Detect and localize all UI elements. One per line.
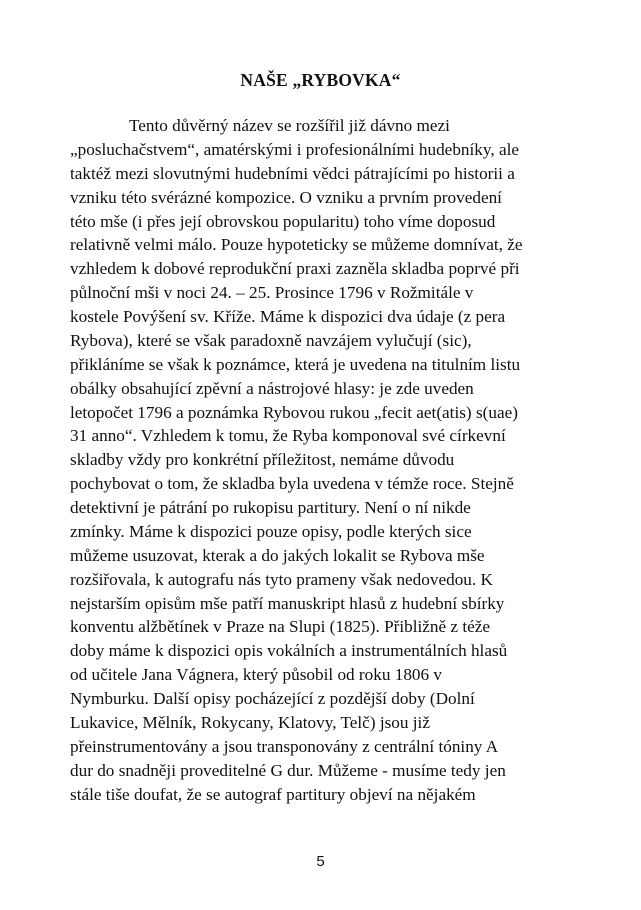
text-line: půlnoční mši v noci 24. – 25. Prosince 1796 v Rožmitále v [70,283,474,303]
text-line: letopočet 1796 a poznámka Rybovou rukou „fecit aet(atis) s(uae) [70,402,518,422]
text-line: přikláníme se však k poznámce, která je uvedena na titulním listu [70,354,521,374]
text-line: konventu alžbětínek v Praze na Slupi (1825). Přibližně z téže [70,617,491,637]
text-line: této mše (i přes její obrovskou popularitu) toho víme doposud [70,211,496,231]
text-line: detektivní je pátrání po rukopisu partitury. Není o ní nikde [70,498,471,517]
text-line: dur do snadněji proveditelné G dur. Můžeme - musíme tedy jen [70,760,506,780]
text-line: obálky obsahující zpěvní a nástrojové hlasy: je zde uveden [70,378,474,398]
text-line: kostele Povýšení sv. Kříže. Máme k dispozici dva údaje (z pera [70,307,506,326]
text-line: vzniku této svérázné kompozice. O vzniku a prvním provedení [70,187,502,207]
text-line: „posluchačstvem“, amatérskými i profesionálními hudebníky, ale [70,139,519,159]
text-line: skladby vždy pro konkrétní příležitost, nemáme důvodu [70,450,455,470]
text-line: přeinstrumentovány a jsou transponovány z centrální tóniny A [70,736,499,756]
text-line: doby máme k dispozici opis vokálních a instrumentálních hlasů [70,641,508,661]
text-line: zmínky. Máme k dispozici pouze opisy, podle kterých sice [70,521,472,541]
document-body [70,114,582,806]
text-line: 31 anno“. Vzhledem k tomu, že Ryba komponoval své církevní [70,426,506,446]
text-line: Tento důvěrný název se rozšířil již dávno mezi [129,116,450,135]
text-line: rozšiřovala, k autografu nás tyto prameny však nedovedou. K [70,569,493,589]
text-line: vzhledem k dobové reprodukční praxi zazněla skladba poprvé při [70,259,520,279]
text-line: Rybova), které se však paradoxně navzájem vylučují (sic), [70,330,472,350]
text-line: stále tiše doufat, že se autograf partitury objeví na nějakém [70,784,476,804]
text-line: můžeme usuzovat, kterak a do jakých lokalit se Rybova mše [70,545,485,565]
page-number: 5 [316,853,325,870]
text-line: pochybovat o tom, že skladba byla uvedena v témže roce. Stejně [70,474,514,494]
text-line: relativně velmi málo. Pouze hypoteticky se můžeme domnívat, že [70,235,523,255]
text-line: od učitele Jana Vágnera, který působil od roku 1806 v [70,665,442,685]
text-line: nejstarším opisům mše patří manuskript hlasů z hudební sbírky [70,593,505,613]
text-line: taktéž mezi slovutnými hudebními vědci pátrajícími po historii a [70,163,515,183]
text-line: Nymburku. Další opisy pocházející z pozdější doby (Dolní [70,689,475,708]
document-title: NAŠE „RYBOVKA“ [240,70,401,90]
text-line: Lukavice, Mělník, Rokycany, Klatovy, Telč) jsou již [70,712,430,732]
